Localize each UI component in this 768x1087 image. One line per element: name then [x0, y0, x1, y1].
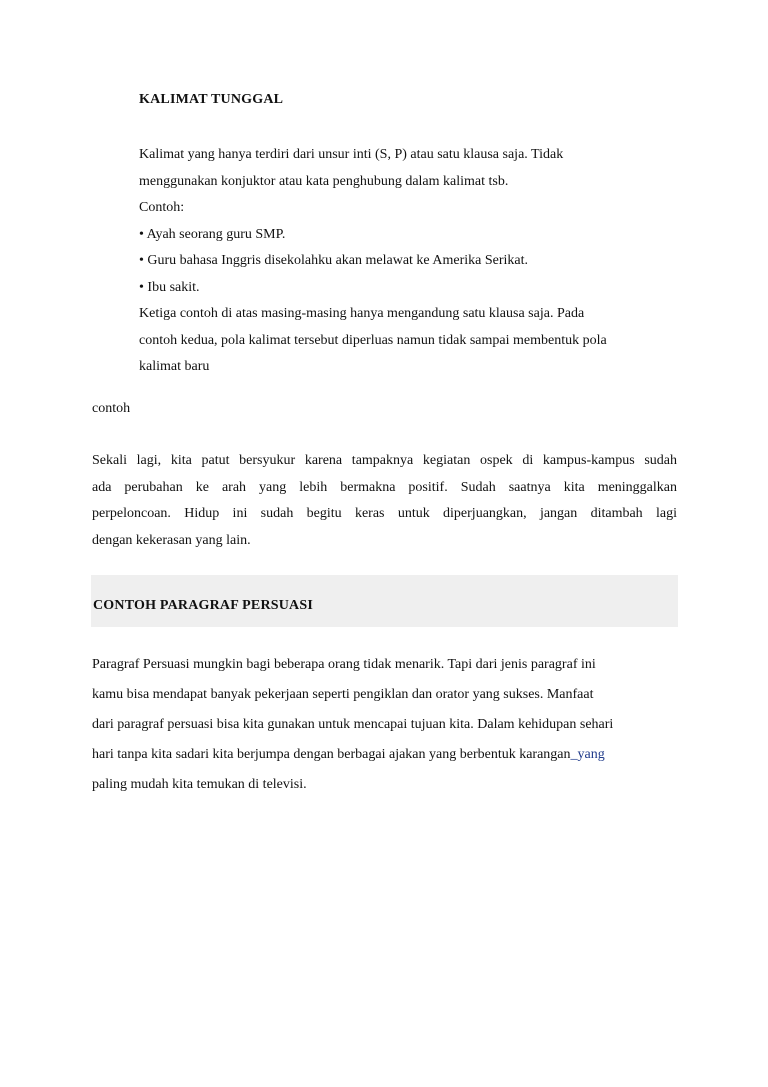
persuasi-heading-band — [91, 575, 678, 627]
persuasi-paragraph — [92, 650, 682, 800]
kalimat-tunggal-body — [139, 142, 679, 381]
ospek-paragraph — [92, 448, 677, 554]
kalimat-tunggal-line-6: • Ibu sakit. — [139, 279, 200, 295]
persuasi-line-1: Paragraf Persuasi mungkin bagi beberapa orang tidak menarik. Tapi dari jenis paragraf ini — [92, 657, 596, 672]
persuasi-line-3: dari paragraf persuasi bisa kita gunakan untuk mencapai tujuan kita. Dalam kehidupan sehari — [92, 717, 614, 732]
kalimat-tunggal-line-9: kalimat baru — [139, 359, 210, 374]
kalimat-tunggal-line-4: • Ayah seorang guru SMP. — [139, 226, 286, 242]
persuasi-line-4-text: hari tanpa kita sadari kita berjumpa dengan berbagai ajakan yang berbentuk karangan — [92, 747, 571, 762]
ospek-line-3: perpeloncoan. Hidup ini sudah begitu keras untuk diperjuangkan, jangan ditambah lagi — [92, 506, 677, 521]
persuasi-line-2: kamu bisa mendapat banyak pekerjaan seperti pengiklan dan orator yang sukses. Manfaat — [92, 687, 594, 702]
persuasi-line-4 — [92, 740, 682, 770]
persuasi-line-5: paling mudah kita temukan di televisi. — [92, 777, 307, 792]
kalimat-tunggal-line-2: menggunakan konjuktor atau kata penghubung dalam kalimat tsb. — [139, 173, 509, 189]
ospek-line-4: dengan kekerasan yang lain. — [92, 532, 251, 548]
kalimat-tunggal-line-8: contoh kedua, pola kalimat tersebut diperluas namun tidak sampai membentuk pola — [139, 332, 607, 348]
kalimat-tunggal-line-1: Kalimat yang hanya terdiri dari unsur inti (S, P) atau satu klausa saja. Tidak — [139, 147, 564, 162]
kalimat-tunggal-title: KALIMAT TUNGGAL — [139, 92, 284, 107]
karangan-link[interactable]: _yang — [570, 747, 605, 762]
ospek-line-2: ada perubahan ke arah yang lebih bermakna positif. Sudah saatnya kita meninggalkan — [92, 479, 677, 495]
persuasi-heading: CONTOH PARAGRAF PERSUASI — [93, 598, 314, 613]
contoh-label: contoh — [92, 401, 131, 416]
kalimat-tunggal-line-7: Ketiga contoh di atas masing-masing hanya mengandung satu klausa saja. Pada — [139, 306, 585, 321]
kalimat-tunggal-line-5: • Guru bahasa Inggris disekolahku akan melawat ke Amerika Serikat. — [139, 253, 529, 268]
ospek-line-1: Sekali lagi, kita patut bersyukur karena tampaknya kegiatan ospek di kampus-kampus sudah — [92, 453, 677, 468]
kalimat-tunggal-section — [139, 92, 679, 381]
kalimat-tunggal-line-3: Contoh: — [139, 200, 185, 215]
